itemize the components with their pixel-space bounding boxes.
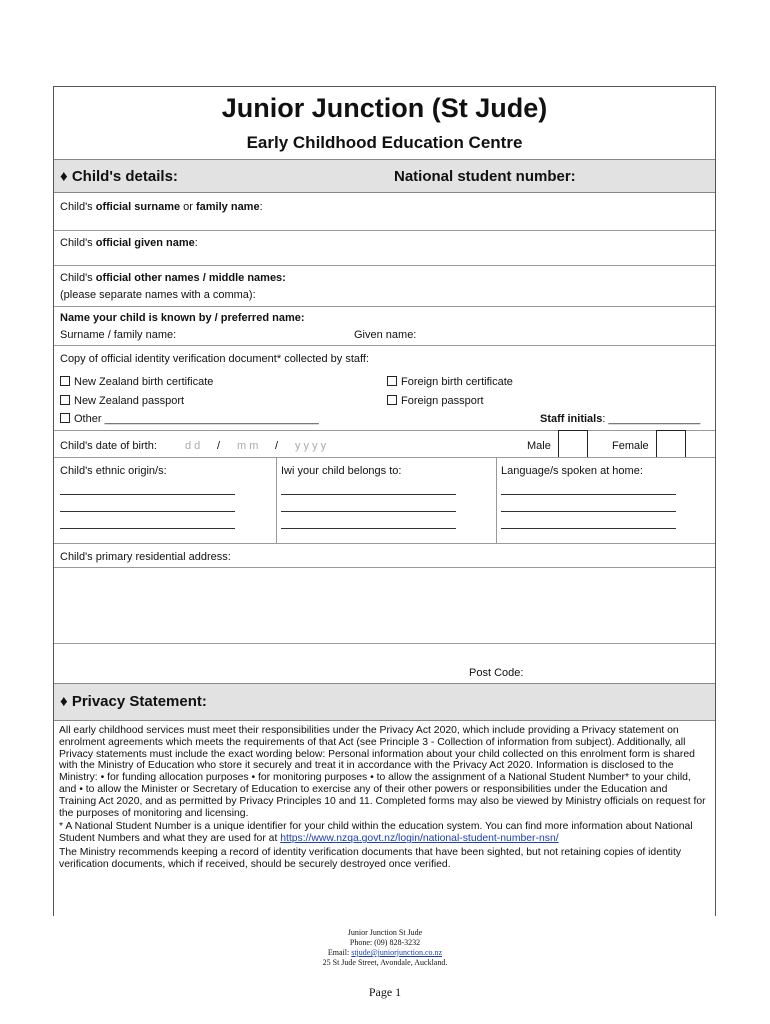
dob-month-input[interactable]: m m [237,440,259,452]
checkbox-icon[interactable] [387,376,397,386]
other-names-note: (please separate names with a comma): [60,289,256,301]
surname-label-bold2: family name [196,201,260,213]
privacy-para-1: All early childhood services must meet their responsibilities under the Privacy Act 2020, which include providing a Privacy statement on enrolment agreements which meets the requirements of that Act (see Principle 3 - Collection of information from subject). Additionally, all Privacy statements must include the exact wording below: Personal information about your child collected on this enrolment form is shared with the Ministry of Education who store it securely and treat it in accordance with the Privacy Act 2020. Information is disclosed to the Ministry: • for funding allocation purposes • for monitoring purposes • to allow the assignment of a National Student Number* to your child, and • to allow the Minister or Secretary of Education to exercise any of their other powers or responsibilities under the Education and Training Act 2020, and as permitted by Privacy Principles 10 and 11. Completed forms may also be viewed by Ministry officials on request for the purposes of monitoring and licensing. [59,725,706,819]
privacy-heading: ♦ Privacy Statement: [60,693,207,710]
other-label-bold: official other names / middle names: [95,272,286,284]
ethnic-line[interactable] [60,494,235,495]
nsn-link[interactable]: https://www.nzqa.govt.nz/login/national-student-number-nsn/ [280,833,559,845]
other-names-field[interactable] [60,271,286,285]
divider [54,543,715,544]
known-given-field[interactable]: Given name: [354,329,417,341]
language-label: Language/s spoken at home: [501,465,643,477]
footer [0,928,770,968]
page-number: Page 1 [368,985,402,999]
footer-address: 25 St Jude Street, Avondale, Auckland. [322,958,448,967]
staff-initials-field[interactable] [540,412,700,426]
known-surname-field[interactable]: Surname / family name: [60,329,177,341]
doc-option-foreign-birth[interactable] [387,375,513,389]
postcode-field[interactable]: Post Code: [469,667,524,679]
address-label: Child's primary residential address: [60,551,231,563]
privacy-para-3: The Ministry recommends keeping a record of identity verification documents that have been sighted, but not retaining copies of identity verification documents, which if received, should be securely destroyed once verified. [59,846,682,870]
staff-initials-line: : _______________ [602,413,701,425]
doc-option-label: New Zealand passport [74,395,185,407]
divider [54,230,715,231]
address-input[interactable] [54,568,715,643]
doc-option-label: Foreign birth certificate [401,376,513,388]
iwi-line[interactable] [281,511,456,512]
surname-field[interactable] [60,200,263,214]
privacy-para-2 [59,821,707,845]
column-divider [276,457,277,543]
doc-option-nz-birth[interactable] [60,375,213,389]
surname-label-mid: or [180,201,196,213]
divider [54,306,715,307]
surname-label-pre: Child's [60,201,96,213]
childs-details-heading: ♦ Child's details: [60,168,178,185]
divider [54,430,715,431]
checkbox-icon[interactable] [60,395,70,405]
surname-label-bold1: official surname [95,201,181,213]
ethnic-line[interactable] [60,528,235,529]
female-checkbox[interactable] [656,430,686,458]
childs-details-header [54,159,715,193]
known-as-label: Name your child is known by / preferred name: [60,312,305,324]
doc-option-label: Foreign passport [401,395,484,407]
doc-option-label: Other ___________________________________ [74,413,319,425]
male-checkbox[interactable] [558,430,588,458]
given-label-bold: official given name [95,237,195,249]
male-label: Male [527,440,551,452]
divider [54,265,715,266]
footer-email [0,948,770,958]
checkbox-icon[interactable] [60,376,70,386]
footer-phone: Phone: (09) 828-3232 [349,938,421,947]
iwi-line[interactable] [281,494,456,495]
given-label-post: : [194,237,198,249]
dob-separator: / [275,440,279,452]
checkbox-icon[interactable] [387,395,397,405]
divider [54,643,715,644]
privacy-para-2-text: * A National Student Number is a unique identifier for your child within the education system. You can find more information about National Student Numbers and what they are used for at [59,821,693,845]
dob-separator: / [217,440,221,452]
ethnic-label: Child's ethnic origin/s: [60,465,167,477]
id-doc-label: Copy of official identity verification document* collected by staff: [60,353,369,365]
privacy-header [54,683,715,721]
nsn-label: National student number: [394,168,576,185]
divider [54,345,715,346]
given-label-pre: Child's [60,237,96,249]
footer-email-link[interactable]: stjude@juniorjunction.co.nz [351,948,443,957]
divider [54,457,715,458]
given-name-field[interactable] [60,236,198,250]
iwi-line[interactable] [281,528,456,529]
footer-name: Junior Junction St Jude [347,928,423,937]
enrolment-form [53,86,716,916]
iwi-label: Iwi your child belongs to: [281,465,402,477]
checkbox-icon[interactable] [60,413,70,423]
doc-option-foreign-passport[interactable] [387,394,484,408]
ethnic-line[interactable] [60,511,235,512]
language-line[interactable] [501,494,676,495]
footer-email-label: Email: [327,948,352,957]
column-divider [496,457,497,543]
doc-option-other[interactable] [60,412,319,426]
language-line[interactable] [501,528,676,529]
dob-label: Child's date of birth: [60,440,157,452]
surname-label-post: : [259,201,263,213]
doc-option-nz-passport[interactable] [60,394,184,408]
other-label-pre: Child's [60,272,96,284]
staff-initials-label: Staff initials [540,413,603,425]
dob-day-input[interactable]: d d [185,440,201,452]
dob-year-input[interactable]: y y y y [295,440,327,452]
page-title: Junior Junction (St Jude) [221,93,548,123]
page-subtitle: Early Childhood Education Centre [246,133,523,152]
privacy-statement [59,725,707,873]
doc-option-label: New Zealand birth certificate [74,376,214,388]
female-label: Female [612,440,649,452]
language-line[interactable] [501,511,676,512]
